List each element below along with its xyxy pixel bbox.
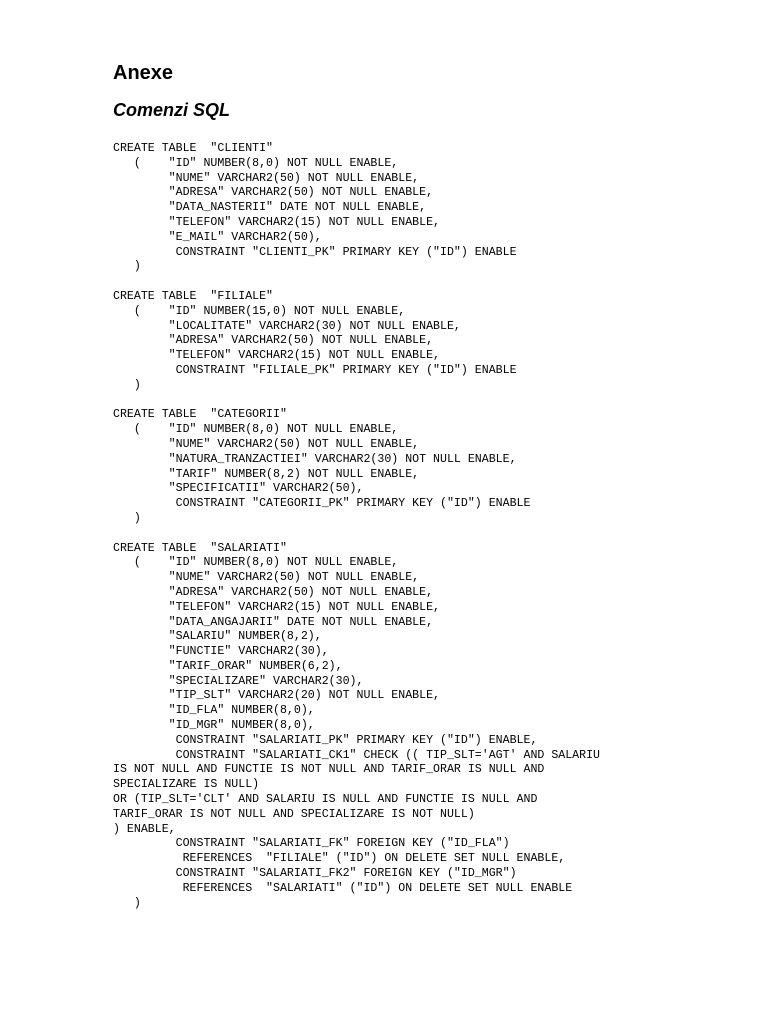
- code-line: "FUNCTIE" VARCHAR2(30),: [113, 645, 329, 659]
- code-line: IS NOT NULL AND FUNCTIE IS NOT NULL AND TARIF_ORAR IS NULL AND: [113, 763, 545, 777]
- code-line: CREATE TABLE "FILIALE": [113, 289, 274, 303]
- code-line: "TELEFON" VARCHAR2(15) NOT NULL ENABLE,: [113, 600, 440, 614]
- code-line: "SPECIFICATII" VARCHAR2(50),: [113, 482, 364, 496]
- code-line: SPECIALIZARE IS NULL): [113, 778, 260, 792]
- code-line: "TIP_SLT" VARCHAR2(20) NOT NULL ENABLE,: [113, 689, 440, 703]
- code-line: REFERENCES "SALARIATI" ("ID") ON DELETE SET NULL ENABLE: [113, 881, 573, 895]
- code-line: CREATE TABLE "CLIENTI": [113, 142, 274, 155]
- code-line: CREATE TABLE "SALARIATI": [113, 541, 287, 555]
- code-line: "SPECIALIZARE" VARCHAR2(30),: [113, 674, 364, 688]
- code-line: ): [113, 378, 141, 392]
- code-line: CONSTRAINT "SALARIATI_PK" PRIMARY KEY ("ID") ENABLE,: [113, 733, 538, 747]
- code-line: "NUME" VARCHAR2(50) NOT NULL ENABLE,: [113, 171, 420, 185]
- code-line: ): [113, 511, 141, 525]
- code-line: ( "ID" NUMBER(8,0) NOT NULL ENABLE,: [113, 556, 399, 570]
- code-line: "TARIF_ORAR" NUMBER(6,2),: [113, 659, 343, 673]
- code-line: "DATA_ANGAJARII" DATE NOT NULL ENABLE,: [113, 615, 434, 629]
- code-line: "ADRESA" VARCHAR2(50) NOT NULL ENABLE,: [113, 186, 434, 200]
- code-line: CONSTRAINT "SALARIATI_CK1" CHECK (( TIP_SLT='AGT' AND SALARIU: [113, 748, 601, 762]
- code-line: "DATA_NASTERII" DATE NOT NULL ENABLE,: [113, 201, 427, 215]
- code-line: REFERENCES "FILIALE" ("ID") ON DELETE SET NULL ENABLE,: [113, 852, 566, 866]
- code-line: "NATURA_TRANZACTIEI" VARCHAR2(30) NOT NULL ENABLE,: [113, 452, 517, 466]
- code-line: ): [113, 896, 141, 910]
- code-line: "TARIF" NUMBER(8,2) NOT NULL ENABLE,: [113, 467, 420, 481]
- code-line: CONSTRAINT "CLIENTI_PK" PRIMARY KEY ("ID") ENABLE: [113, 245, 517, 259]
- code-line: CONSTRAINT "SALARIATI_FK" FOREIGN KEY ("ID_FLA"): [113, 837, 510, 851]
- code-line: "SALARIU" NUMBER(8,2),: [113, 630, 322, 644]
- code-line: ): [113, 260, 141, 274]
- code-line: "ADRESA" VARCHAR2(50) NOT NULL ENABLE,: [113, 334, 434, 348]
- code-line: [113, 394, 600, 409]
- code-line: ( "ID" NUMBER(15,0) NOT NULL ENABLE,: [113, 304, 406, 318]
- code-line: [113, 275, 600, 290]
- code-line: OR (TIP_SLT='CLT' AND SALARIU IS NULL AND FUNCTIE IS NULL AND: [113, 793, 538, 807]
- code-line: CONSTRAINT "CATEGORII_PK" PRIMARY KEY ("ID") ENABLE: [113, 497, 531, 511]
- code-line: "LOCALITATE" VARCHAR2(30) NOT NULL ENABLE,: [113, 319, 461, 333]
- code-line: "ADRESA" VARCHAR2(50) NOT NULL ENABLE,: [113, 585, 434, 599]
- sql-code-block: [113, 142, 600, 911]
- code-line: CONSTRAINT "FILIALE_PK" PRIMARY KEY ("ID") ENABLE: [113, 363, 517, 377]
- section-heading: Anexe: [113, 62, 174, 84]
- subsection-heading: Comenzi SQL: [113, 100, 231, 120]
- code-line: "TELEFON" VARCHAR2(15) NOT NULL ENABLE,: [113, 215, 440, 229]
- code-line: ( "ID" NUMBER(8,0) NOT NULL ENABLE,: [113, 423, 399, 437]
- code-line: "E_MAIL" VARCHAR2(50),: [113, 230, 322, 244]
- code-line: "NUME" VARCHAR2(50) NOT NULL ENABLE,: [113, 571, 420, 585]
- code-line: ) ENABLE,: [113, 822, 176, 836]
- code-line: "TELEFON" VARCHAR2(15) NOT NULL ENABLE,: [113, 349, 440, 363]
- code-line: ( "ID" NUMBER(8,0) NOT NULL ENABLE,: [113, 156, 399, 170]
- code-line: "ID_MGR" NUMBER(8,0),: [113, 719, 315, 733]
- code-line: "NUME" VARCHAR2(50) NOT NULL ENABLE,: [113, 437, 420, 451]
- code-line: TARIF_ORAR IS NOT NULL AND SPECIALIZARE IS NOT NULL): [113, 807, 475, 821]
- code-line: CREATE TABLE "CATEGORII": [113, 408, 287, 422]
- code-line: "ID_FLA" NUMBER(8,0),: [113, 704, 315, 718]
- code-line: CONSTRAINT "SALARIATI_FK2" FOREIGN KEY ("ID_MGR"): [113, 867, 517, 881]
- code-line: [113, 527, 600, 542]
